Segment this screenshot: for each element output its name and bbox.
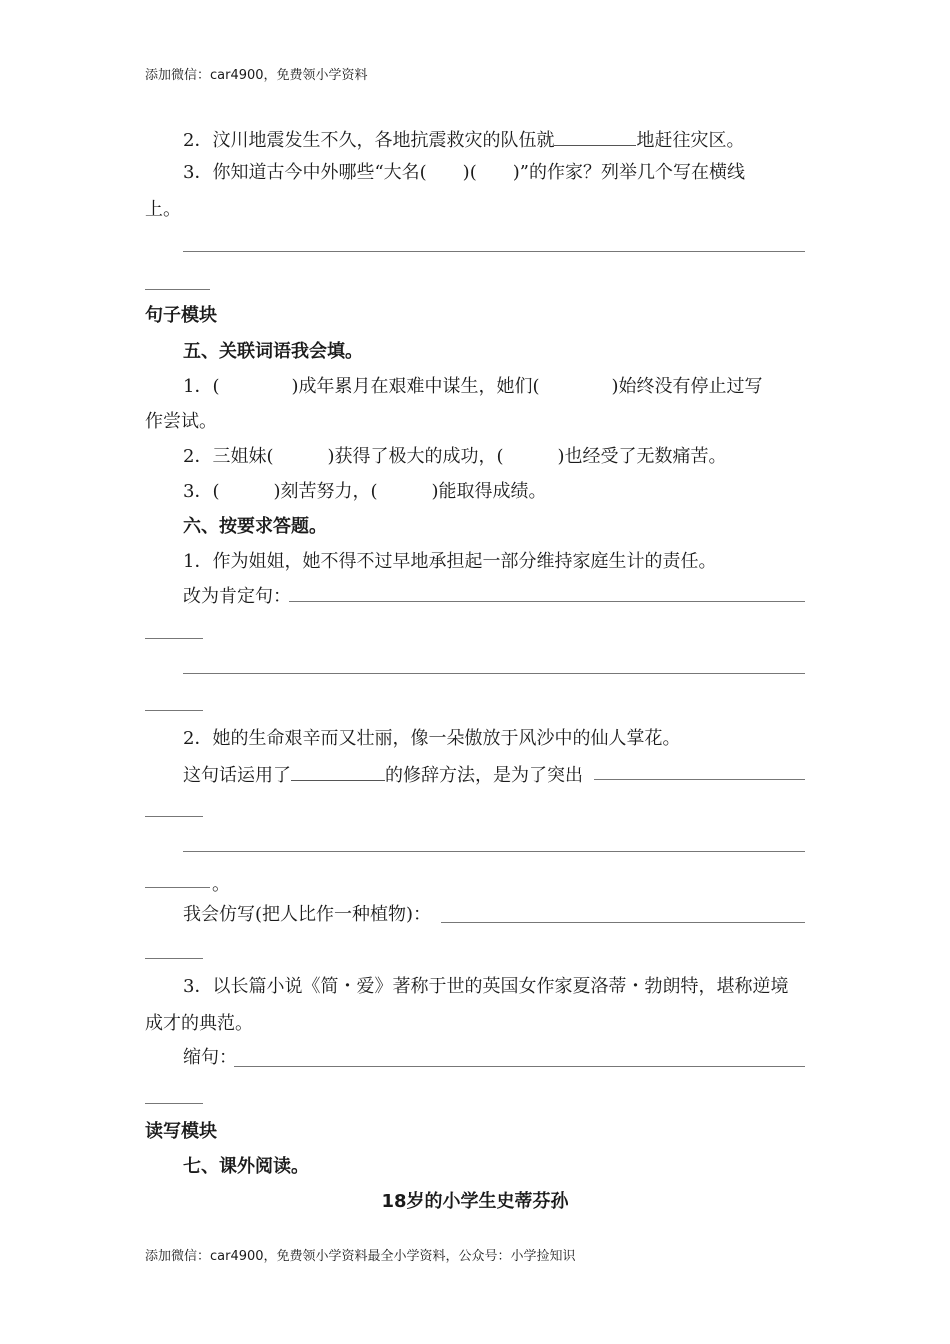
answer-line[interactable] — [234, 1066, 805, 1067]
q7-title: 七、课外阅读。 — [183, 1156, 309, 1177]
answer-line[interactable] — [594, 779, 805, 780]
q6-item-2-fill — [183, 762, 583, 788]
question-2 — [183, 127, 744, 153]
q6-title: 六、按要求答题。 — [183, 516, 327, 537]
answer-line[interactable] — [145, 887, 210, 888]
q6-item-1: 1．作为姐姐，她不得不过早地承担起一部分维持家庭生计的责任。 — [183, 551, 717, 572]
question-3: 3．你知道古今中外哪些“大名( )( )”的作家？列举几个写在横线 — [183, 162, 745, 183]
article-title: 18岁的小学生史蒂芬孙 — [381, 1191, 569, 1212]
q5-title: 五、关联词语我会填。 — [183, 341, 363, 362]
answer-line[interactable] — [441, 922, 805, 923]
q5-item-1-cont: 作尝试。 — [145, 411, 217, 432]
q6-item-2: 2．她的生命艰辛而又壮丽，像一朵傲放于风沙中的仙人掌花。 — [183, 728, 681, 749]
answer-line[interactable] — [183, 851, 805, 852]
question-2-text-end: 地赶往灾区。 — [636, 130, 745, 151]
q6-item-3-cont: 成才的典范。 — [145, 1013, 253, 1034]
q6-item-3-label: 缩句： — [183, 1047, 237, 1068]
question-3-cont: 上。 — [145, 199, 181, 220]
q5-item-2: 2．三姐妹( )获得了极大的成功，( )也经受了无数痛苦。 — [183, 446, 727, 467]
section-reading: 读写模块 — [145, 1121, 217, 1142]
q5-item-3: 3．( )刻苦努力，( )能取得成绩。 — [183, 481, 547, 502]
footer-note: 添加微信：car4900，免费领小学资料最全小学资料，公众号：小学捡知识 — [145, 1249, 576, 1264]
answer-blank[interactable] — [554, 127, 636, 146]
answer-line[interactable] — [289, 601, 805, 602]
q6-item-2-fill-a: 这句话运用了 — [183, 765, 291, 786]
answer-line[interactable] — [145, 710, 203, 711]
answer-line[interactable] — [183, 673, 805, 674]
question-2-text: 2．汶川地震发生不久，各地抗震救灾的队伍就 — [183, 130, 555, 151]
q6-item-2-fill-b: 的修辞方法，是为了突出 — [385, 765, 583, 786]
sentence-end-mark: 。 — [212, 874, 230, 895]
answer-line[interactable] — [145, 958, 203, 959]
section-sentence: 句子模块 — [145, 305, 217, 326]
q5-item-1: 1．( )成年累月在艰难中谋生，她们( )始终没有停止过写 — [183, 376, 763, 397]
answer-line[interactable] — [145, 816, 203, 817]
answer-line[interactable] — [145, 1103, 203, 1104]
answer-line[interactable] — [145, 638, 203, 639]
answer-line[interactable] — [183, 251, 805, 252]
answer-blank[interactable] — [291, 762, 385, 781]
q6-item-3: 3．以长篇小说《简・爱》著称于世的英国女作家夏洛蒂・勃朗特，堪称逆境 — [183, 976, 789, 997]
header-note: 添加微信：car4900，免费领小学资料 — [145, 68, 368, 83]
q6-item-1-label: 改为肯定句： — [183, 586, 291, 607]
q6-imitate-label: 我会仿写(把人比作一种植物)： — [183, 904, 432, 925]
answer-line[interactable] — [145, 289, 210, 290]
